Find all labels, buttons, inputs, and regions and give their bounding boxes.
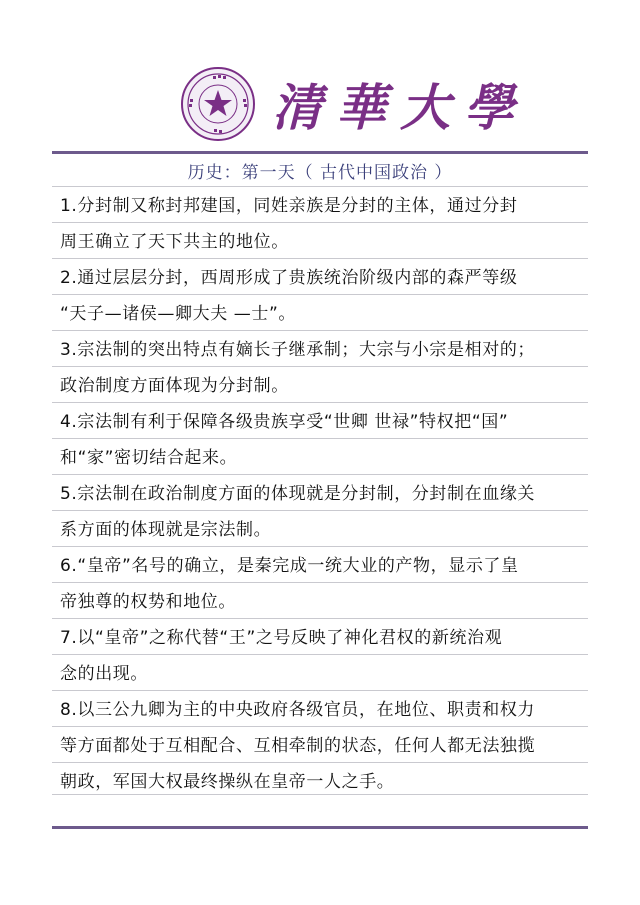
note-line: 和“家”密切结合起来。 <box>60 448 238 468</box>
ruled-line <box>52 474 588 475</box>
ruled-line <box>52 582 588 583</box>
note-line: 帝独尊的权势和地位。 <box>60 592 236 612</box>
note-line: 4.宗法制有利于保障各级贵族享受“世卿 世禄”特权把“国” <box>60 412 509 432</box>
note-line: 系方面的体现就是宗法制。 <box>60 520 272 540</box>
note-line: 5.宗法制在政治制度方面的体现就是分封制，分封制在血缘关 <box>60 484 536 504</box>
notebook-page <box>52 154 588 826</box>
note-line: 政治制度方面体现为分封制。 <box>60 376 289 396</box>
bottom-divider <box>52 826 588 829</box>
ruled-line <box>52 726 588 727</box>
ruled-line <box>52 330 588 331</box>
note-line: 8.以三公九卿为主的中央政府各级官员，在地位、职责和权力 <box>60 700 536 720</box>
ruled-line <box>52 222 588 223</box>
note-line: 3.宗法制的突出特点有嫡长子继承制；大宗与小宗是相对的； <box>60 340 536 360</box>
ruled-line <box>52 294 588 295</box>
ruled-line <box>52 510 588 511</box>
ruled-line <box>52 762 588 763</box>
note-line: 1.分封制又称封邦建国，同姓亲族是分封的主体，通过分封 <box>60 196 518 216</box>
note-line: 朝政，军国大权最终操纵在皇帝一人之手。 <box>60 772 395 792</box>
ruled-line <box>52 546 588 547</box>
ruled-line <box>52 438 588 439</box>
header <box>0 0 640 150</box>
ruled-line <box>52 258 588 259</box>
ruled-line <box>52 794 588 795</box>
ruled-line <box>52 654 588 655</box>
ruled-line <box>52 618 588 619</box>
tsinghua-seal-icon <box>180 66 256 142</box>
ruled-line <box>52 402 588 403</box>
note-line: 等方面都处于互相配合、互相牵制的状态，任何人都无法独揽 <box>60 736 536 756</box>
note-line: 6.“皇帝”名号的确立，是秦完成一统大业的产物，显示了皇 <box>60 556 519 576</box>
tsinghua-wordmark: 清華大學 <box>272 78 528 137</box>
note-line: 念的出现。 <box>60 664 148 684</box>
note-line: 2.通过层层分封，西周形成了贵族统治阶级内部的森严等级 <box>60 268 518 288</box>
note-line: 7.以“皇帝”之称代替“王”之号反映了神化君权的新统治观 <box>60 628 503 648</box>
page-title: 历史：第一天（ 古代中国政治 ） <box>187 163 453 183</box>
ruled-line <box>52 690 588 691</box>
note-line: 周王确立了天下共主的地位。 <box>60 232 289 252</box>
note-line: “天子—诸侯—卿大夫 —士”。 <box>60 304 297 324</box>
ruled-line <box>52 186 588 187</box>
ruled-line <box>52 366 588 367</box>
